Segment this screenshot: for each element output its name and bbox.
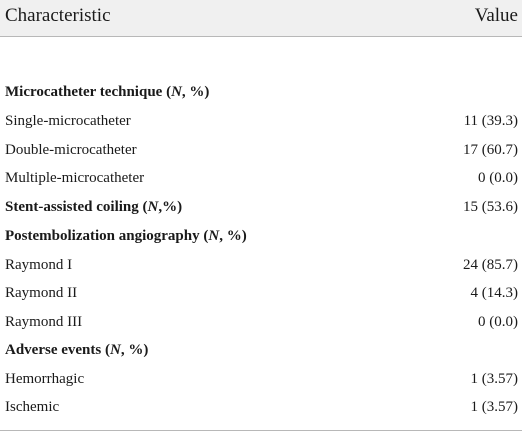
table-row [0, 80, 522, 104]
table-row [0, 253, 522, 277]
row-label: Hemorrhagic [5, 371, 85, 387]
header-characteristic: Characteristic [5, 5, 111, 26]
table-row [0, 109, 522, 133]
row-label: Raymond III [5, 314, 83, 330]
row-label: Raymond I [5, 257, 73, 273]
row-value: 15 (53.6) [463, 199, 518, 215]
table-bottom-divider [0, 430, 522, 431]
table-header [0, 0, 522, 36]
table-row [0, 138, 522, 162]
table-row [0, 367, 522, 391]
header-divider [0, 36, 522, 37]
table-row [0, 310, 522, 334]
row-value: 1 (3.57) [470, 371, 518, 387]
row-value: 0 (0.0) [478, 314, 518, 330]
row-value: 24 (85.7) [463, 257, 518, 273]
row-label: Raymond II [5, 285, 78, 301]
row-value: 0 (0.0) [478, 170, 518, 186]
row-label: Adverse events (N, %) [5, 342, 149, 358]
table-row [0, 395, 522, 419]
row-label: Postembolization angiography (N, %) [5, 228, 247, 244]
row-label: Multiple-microcatheter [5, 170, 145, 186]
table-row [0, 166, 522, 190]
table-row [0, 338, 522, 362]
table-row [0, 224, 522, 248]
row-value: 17 (60.7) [463, 142, 518, 158]
row-label: Double-microcatheter [5, 142, 137, 158]
row-value: 1 (3.57) [470, 399, 518, 415]
row-label: Stent-assisted coiling (N,%) [5, 199, 183, 215]
row-value: 11 (39.3) [463, 113, 518, 129]
table-row [0, 195, 522, 219]
row-value: 4 (14.3) [470, 285, 518, 301]
row-label: Single-microcatheter [5, 113, 131, 129]
row-label: Microcatheter technique (N, %) [5, 84, 210, 100]
table-row [0, 281, 522, 305]
row-label: Ischemic [5, 399, 60, 415]
header-value: Value [474, 5, 518, 26]
